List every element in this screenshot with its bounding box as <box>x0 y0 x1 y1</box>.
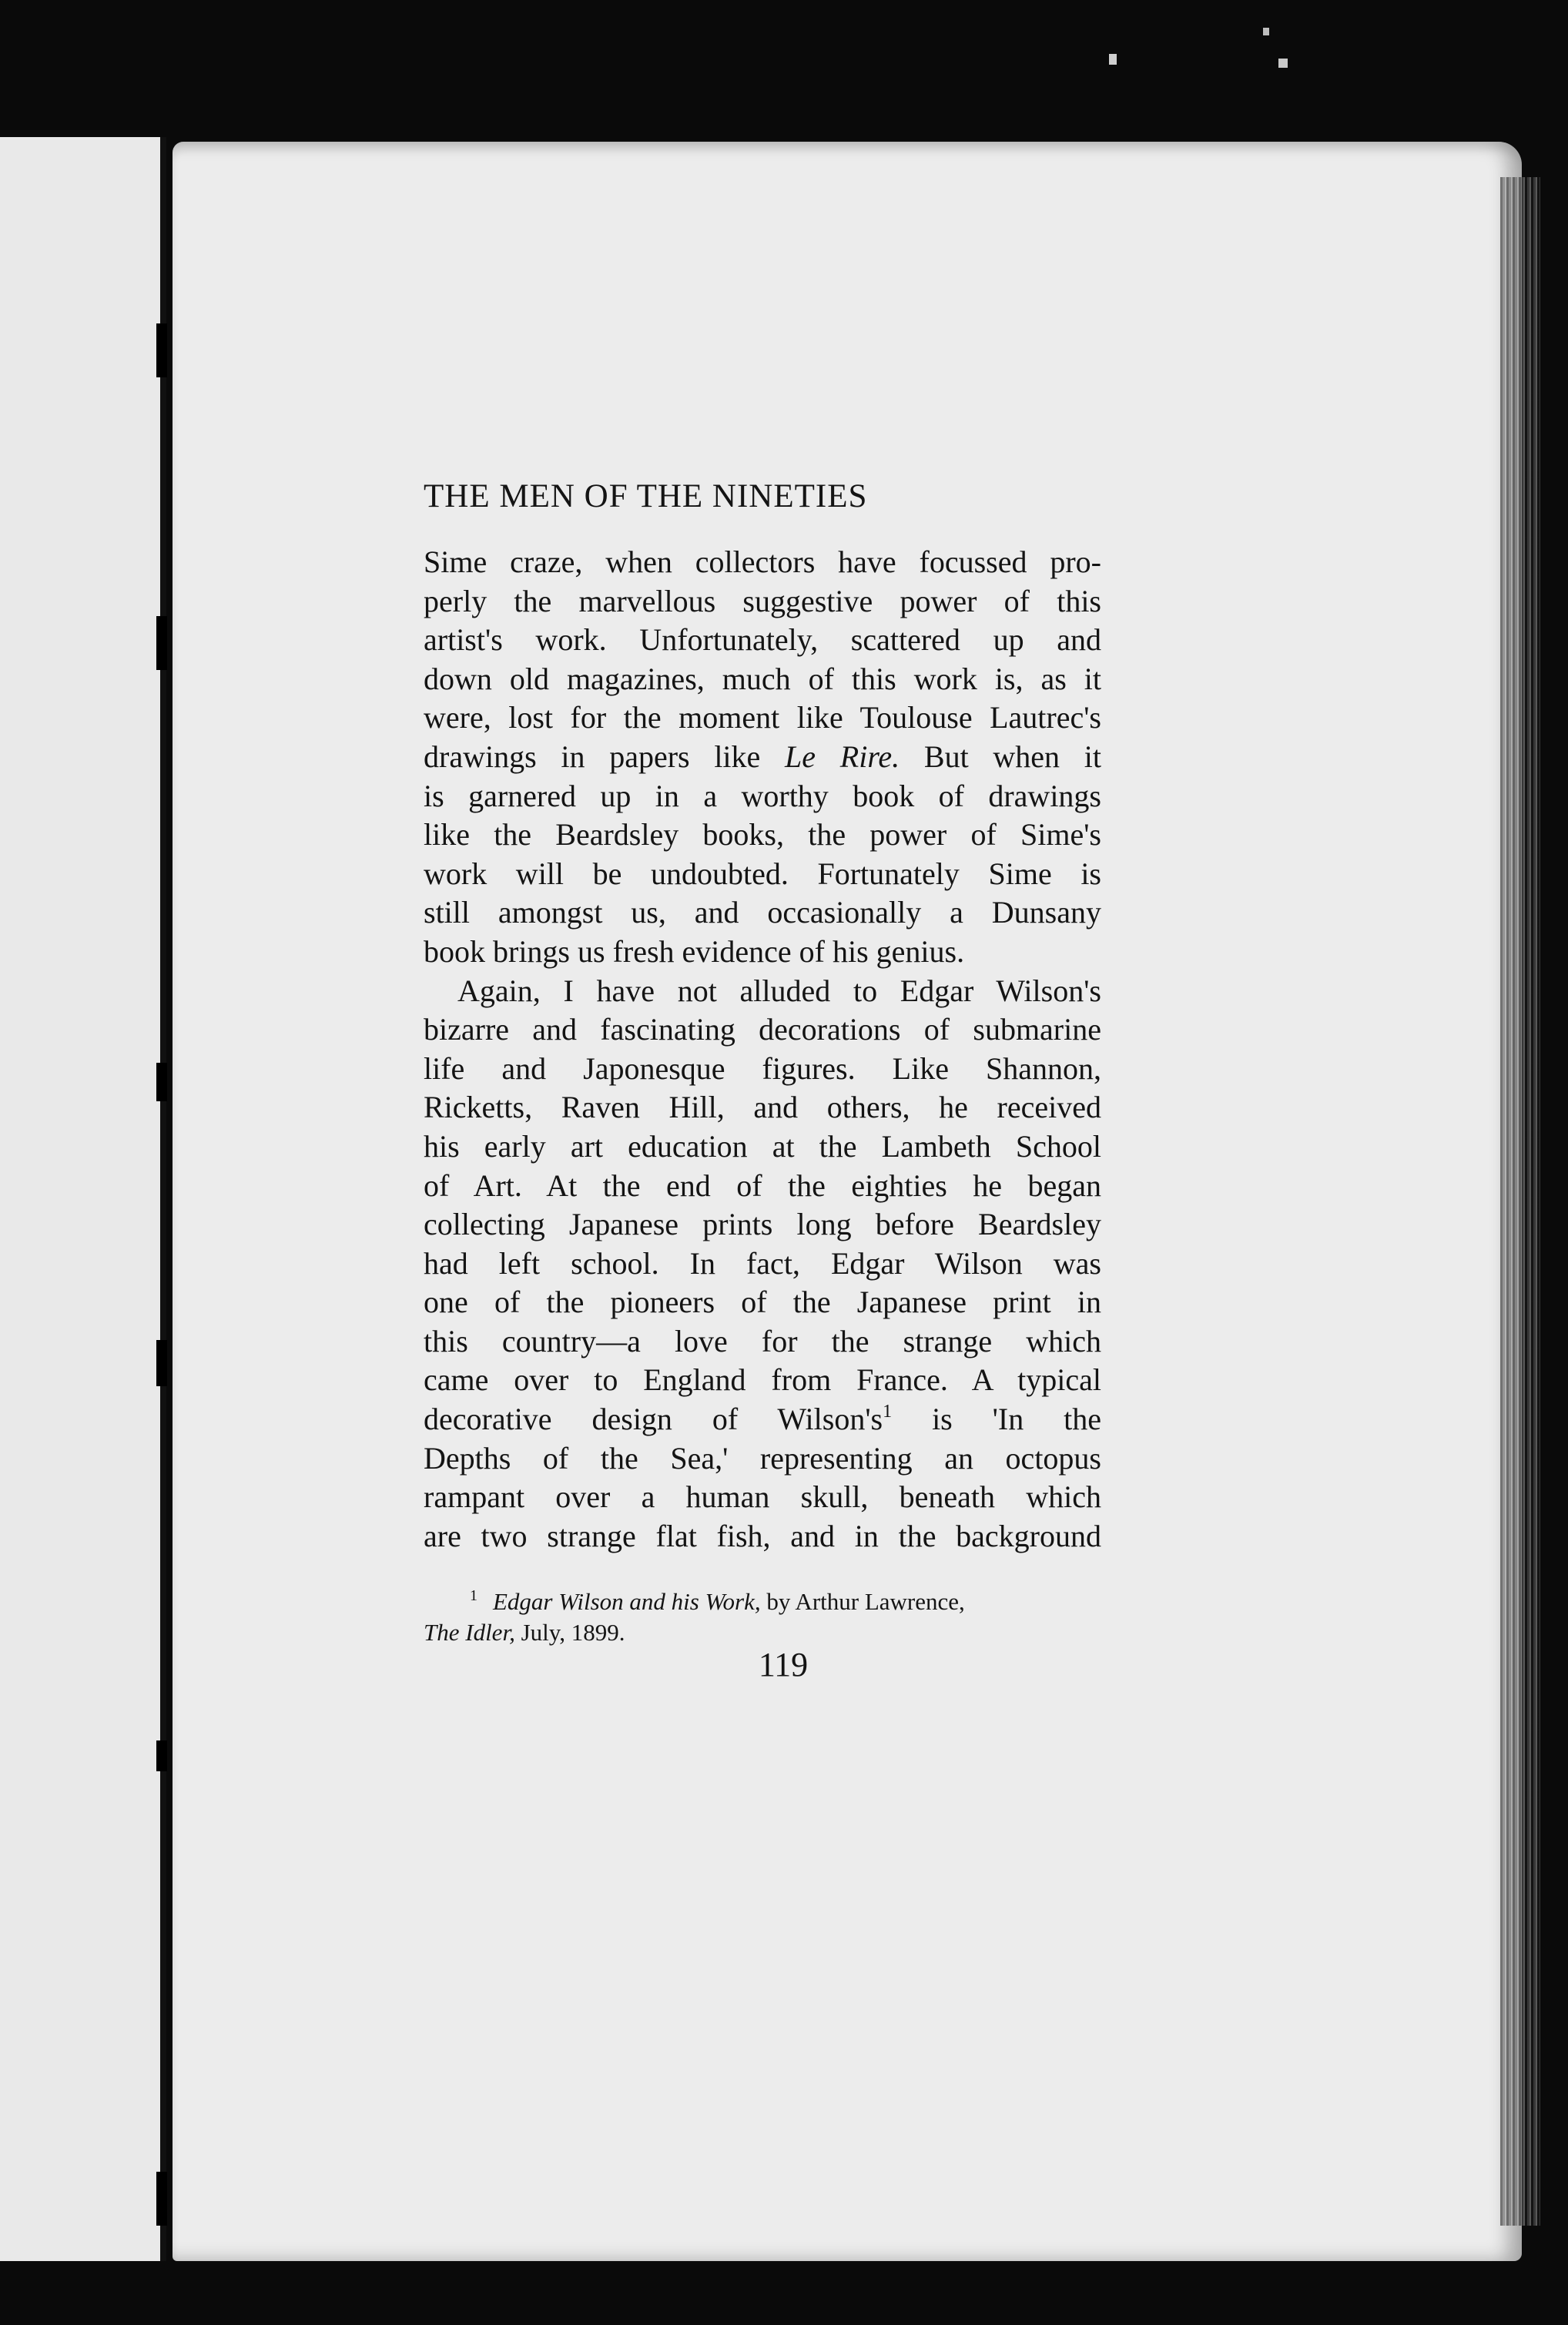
footnote-author: by Arthur Lawrence, <box>766 1588 965 1615</box>
scan-speck <box>1109 54 1117 65</box>
text-line: of Art. At the end of the eighties he began <box>424 1168 1101 1203</box>
text-line: were, lost for the moment like Toulouse Lautrec's <box>424 700 1101 735</box>
text-line: bizarre and fascinating decorations of submarine <box>424 1012 1101 1047</box>
footnote-date: July, 1899. <box>521 1619 625 1646</box>
footnote-periodical: The Idler, <box>424 1619 515 1646</box>
text-line: is garnered up in a worthy book of drawings <box>424 778 1101 813</box>
text-line: Ricketts, Raven Hill, and others, he received <box>424 1090 1101 1125</box>
text-run: decorative design of Wilson's <box>424 1402 883 1437</box>
footnote-line <box>424 1586 1117 1617</box>
text-line: Sime craze, when collectors have focussed pro- <box>424 544 1101 579</box>
text-run: drawings in papers like <box>424 739 761 774</box>
footnote-line <box>424 1617 1117 1648</box>
text-run: is 'In the <box>932 1402 1102 1437</box>
text-line: perly the marvellous suggestive power of this <box>424 583 1101 618</box>
gutter-mark <box>156 1063 167 1101</box>
facing-page-edge <box>0 137 160 2261</box>
text-line: are two strange flat fish, and in the background <box>424 1518 1101 1553</box>
text-line: collecting Japanese prints long before Beardsley <box>424 1207 1101 1242</box>
text-run: But when it <box>923 739 1101 774</box>
book-gutter <box>160 137 166 2261</box>
text-line: one of the pioneers of the Japanese print in <box>424 1285 1101 1320</box>
scan-speck <box>1263 28 1269 35</box>
scan-speck <box>1278 59 1288 68</box>
text-line: book brings us fresh evidence of his genius. <box>424 933 965 969</box>
text-line: this country—a love for the strange which <box>424 1323 1101 1358</box>
gutter-mark <box>156 616 167 670</box>
text-line: his early art education at the Lambeth School <box>424 1128 1101 1164</box>
gutter-mark <box>156 1340 167 1386</box>
text-line: came over to England from France. A typical <box>424 1362 1101 1398</box>
italic-title: Le Rire. <box>785 739 900 774</box>
running-head: THE MEN OF THE NINETIES <box>424 478 868 514</box>
text-line: still amongst us, and occasionally a Dunsany <box>424 895 1101 930</box>
text-line <box>424 1400 1101 1439</box>
footnote <box>424 1586 1117 1648</box>
text-line: work will be undoubted. Fortunately Sime is <box>424 856 1101 891</box>
text-line: Depths of the Sea,' representing an octopus <box>424 1440 1101 1476</box>
text-line: life and Japonesque figures. Like Shannon, <box>424 1050 1101 1086</box>
text-line: Again, I have not alluded to Edgar Wilson's <box>457 973 1101 1008</box>
gutter-mark <box>156 1740 167 1771</box>
gutter-mark <box>156 2172 167 2226</box>
page-number: 119 <box>758 1646 809 1683</box>
text-line: artist's work. Unfortunately, scattered up and <box>424 622 1101 658</box>
text-line: like the Beardsley books, the power of Sime's <box>424 817 1101 853</box>
body-text <box>424 543 1101 1556</box>
text-line: had left school. In fact, Edgar Wilson was <box>424 1245 1101 1281</box>
text-line: down old magazines, much of this work is, as it <box>424 661 1101 696</box>
footnote-reference: 1 <box>883 1402 893 1422</box>
footnote-title: Edgar Wilson and his Work, <box>493 1588 761 1615</box>
text-line <box>424 738 1101 777</box>
text-line: rampant over a human skull, beneath which <box>424 1479 1101 1515</box>
gutter-mark <box>156 323 167 377</box>
footnote-marker: 1 <box>470 1587 477 1604</box>
